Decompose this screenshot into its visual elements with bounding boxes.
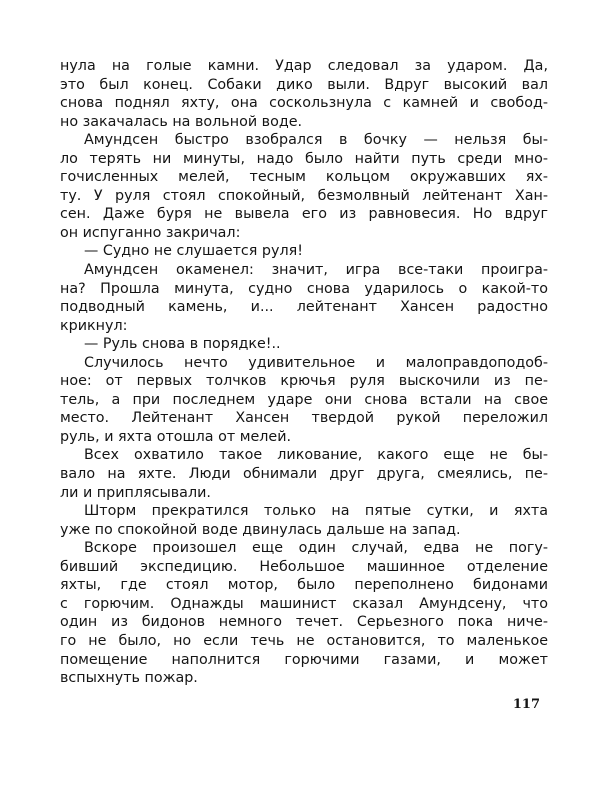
text-line: вало на яхте. Люди обнимали друг друга, смеялись, пе- [60,466,548,483]
page-number: 117 [512,697,540,712]
text-line: нула на голые камни. Удар следовал за ударом. Да, [60,58,548,74]
text-line: Всех охватило такое ликование, какого еще не бы- [84,447,548,464]
text-line: Вскоре произошел еще один случай, едва не погу- [84,540,548,557]
text-line: он испуганно закричал: [60,224,241,241]
text-line: Амундсен окаменел: значит, игра все-таки проигра- [84,262,548,279]
text-line: Случилось нечто удивительное и малоправдоподоб- [84,354,548,371]
text-line: руль, и яхта отошла от мелей. [60,428,292,445]
text-line: уже по спокойной воде двинулась дальше на запад. [60,521,461,538]
text-line: с горючим. Однажды машинист сказал Амундсену, что [60,595,548,612]
text-line: Амундсен быстро взобрался в бочку — нельзя бы- [84,132,548,149]
text-line: ту. У руля стоял спокойный, безмолвный лейтенант Хан- [60,187,548,204]
text-line: один из бидонов немного течет. Серьезного пока ниче- [60,614,548,631]
text-line: ло терять ни минуты, надо было найти путь среди мно- [60,150,548,167]
text-line: го не было, но если течь не остановится, то маленькое [60,632,548,649]
text-line: яхты, где стоял мотор, было переполнено бидонами [60,577,548,594]
text-line: сен. Даже буря не вывела его из равновесия. Но вдруг [60,206,548,223]
body-text [60,57,548,688]
text-line: вспыхнуть пожар. [60,670,198,687]
text-line: подводный камень, и... лейтенант Хансен радостно [60,299,548,316]
text-line: — Судно не слушается руля! [84,243,303,260]
text-line: но закачалась на вольной воде. [60,113,303,130]
text-line: Шторм прекратился только на пятые сутки, и яхта [84,503,548,520]
text-line: помещение наполнится горючими газами, и может [60,651,548,668]
text-line: тель, а при последнем ударе они снова встали на свое [60,391,548,408]
text-line: ное: от первых толчков крючья руля выскочили из пе- [60,373,548,390]
text-line: гочисленных мелей, тесным кольцом окружавших ях- [60,169,548,186]
text-line: — Руль снова в порядке!.. [84,336,281,353]
text-line: крикнул: [60,317,128,334]
text-line: на? Прошла минута, судно снова ударилось о какой-то [60,280,548,297]
text-line: это был конец. Собаки дико выли. Вдруг высокий вал [60,76,548,93]
text-line: бивший экспедицию. Небольшое машинное отделение [60,558,548,575]
book-page [60,57,548,757]
text-line: снова поднял яхту, она соскользнула с камней и свобод- [60,95,548,112]
text-line: ли и приплясывали. [60,484,211,501]
text-line: место. Лейтенант Хансен твердой рукой переложил [60,410,548,427]
